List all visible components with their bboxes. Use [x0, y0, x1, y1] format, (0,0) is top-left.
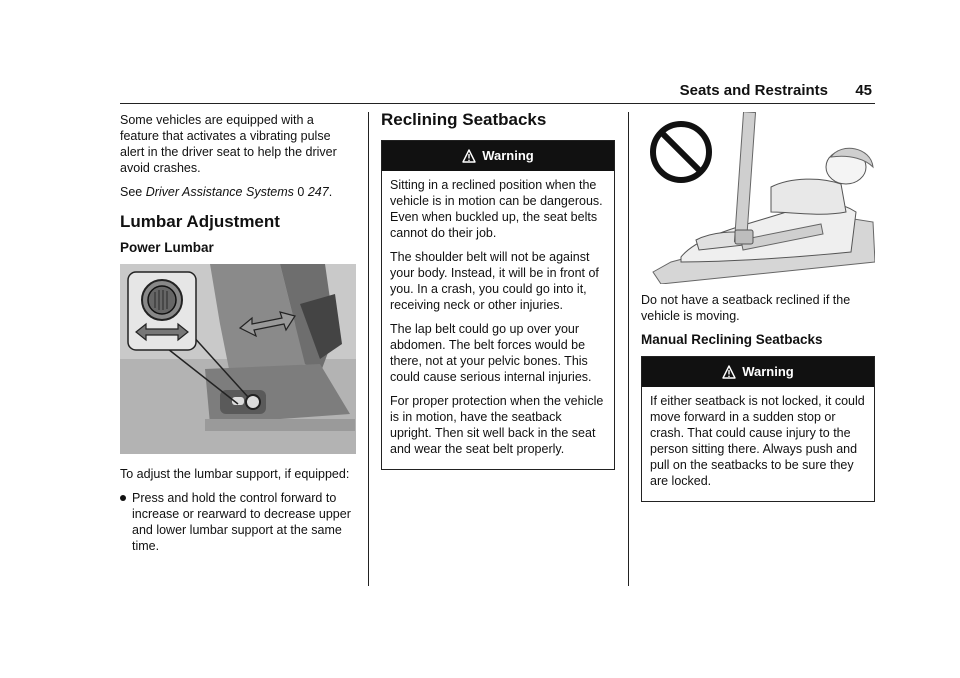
warning-header: [382, 141, 614, 171]
page-ref-arrow-icon: 0: [297, 185, 305, 199]
lumbar-heading: Lumbar Adjustment: [120, 212, 280, 231]
warning-paragraph: The shoulder belt will not be against your body. Instead, it will be in front of you. In a crash, you could go into it, receiving neck or other injuries.: [390, 250, 599, 312]
list-item: [120, 490, 356, 554]
driver-assistance-link[interactable]: Driver Assistance Systems: [145, 185, 294, 199]
warning-body: [642, 387, 874, 501]
reclining-heading: Reclining Seatbacks: [381, 110, 547, 129]
warning-title: Warning: [742, 364, 794, 379]
page-number: 45: [855, 82, 872, 99]
warning-triangle-icon: [462, 149, 476, 163]
warning-title: Warning: [482, 148, 534, 163]
column-lumbar: [120, 112, 356, 554]
bullet-icon: [120, 495, 126, 501]
warning-box: [381, 140, 615, 470]
lumbar-bullet-text: Press and hold the control forward to increase or rearward to decrease upper and lower lumbar support at the same time.: [132, 491, 351, 553]
column-divider: [368, 112, 369, 586]
warning-box: [641, 356, 875, 502]
warning-paragraph: Sitting in a reclined position when the vehicle is in motion can be dangerous. Even when buckled up, the seat belts cannot do their job.: [390, 178, 603, 240]
warning-paragraph: For proper protection when the vehicle is in motion, have the seatback upright. Then sit well back in the seat and wear the seat belt properly.: [390, 394, 604, 456]
power-lumbar-illustration: [120, 264, 356, 454]
intro-paragraph: Some vehicles are equipped with a feature that activates a vibrating pulse alert in the driver seat to help the driver avoid crashes.: [120, 113, 337, 175]
section-title: Seats and Restraints: [679, 82, 828, 99]
see-reference: [120, 184, 356, 200]
warning-header: [642, 357, 874, 387]
power-lumbar-subheading: Power Lumbar: [120, 240, 214, 255]
page-ref-number[interactable]: 247: [304, 185, 329, 199]
warning-paragraph: The lap belt could go up over your abdomen. The belt forces would be there, not at your pelvic bones. This could cause serious internal injuries.: [390, 322, 592, 384]
manual-reclining-subheading: Manual Reclining Seatbacks: [641, 332, 823, 347]
column-manual-reclining: [641, 112, 875, 502]
header-rule: [120, 103, 875, 104]
column-divider: [628, 112, 629, 586]
recline-caption: Do not have a seatback reclined if the vehicle is moving.: [641, 293, 851, 323]
see-suffix: .: [328, 185, 333, 199]
column-reclining: [381, 112, 615, 470]
page-header: [0, 0, 960, 105]
reclined-occupant-illustration: [641, 112, 875, 284]
warning-triangle-icon: [722, 365, 736, 379]
warning-body: [382, 171, 614, 469]
lumbar-instruction: To adjust the lumbar support, if equipped:: [120, 467, 350, 481]
warning-paragraph: If either seatback is not locked, it could move forward in a sudden stop or crash. That could cause injury to the person sitting there. Always push and pull on the seatbacks to be sure they are locked.: [650, 394, 865, 488]
see-prefix: See: [120, 185, 146, 199]
